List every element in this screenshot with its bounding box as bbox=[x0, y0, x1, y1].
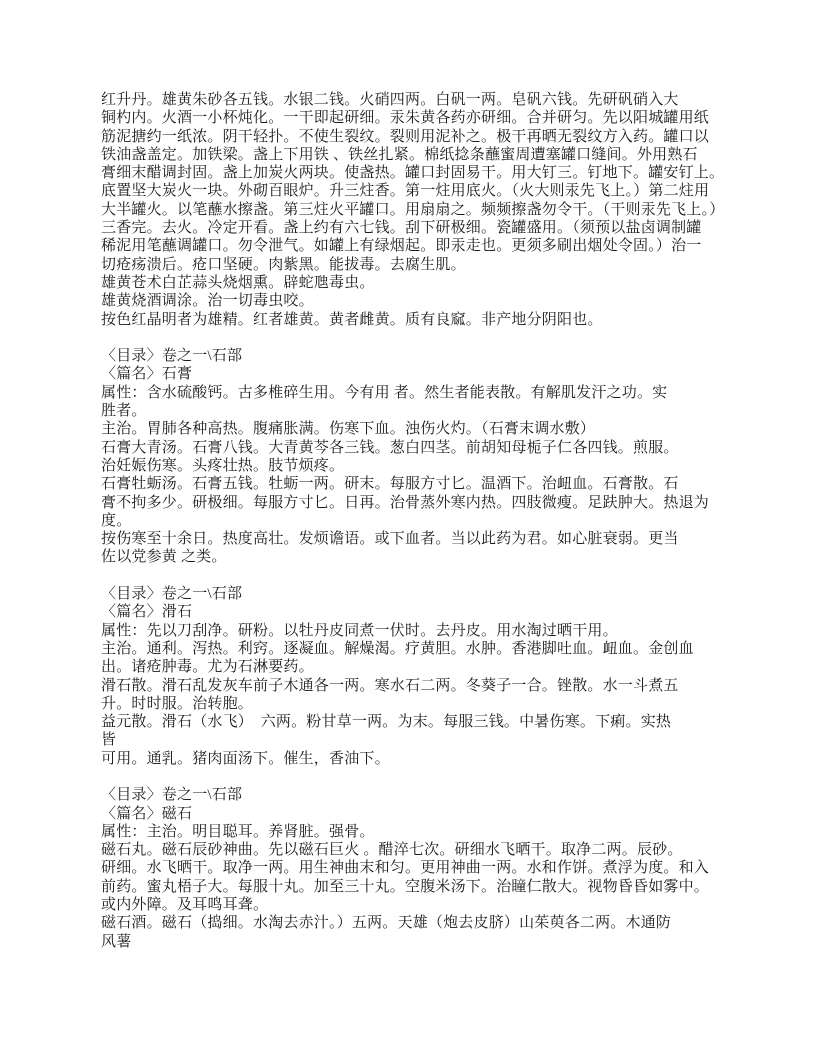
text-line: 属性：先以刀刮净。研粉。以牡丹皮同煮一伏时。去丹皮。用水淘过晒干用。 bbox=[101, 622, 618, 639]
text-line: 底置坚大炭火一块。外砌百眼炉。升三炷香。第一炷用底火。（火大则汞先飞上。）第二炷用 bbox=[101, 183, 710, 200]
text-line: 膏细末醋调封固。盏上加炭火两块。使盏热。罐口封固易干。用大钉三。钉地下。罐安钉上。 bbox=[101, 165, 725, 182]
text-line: 〈篇名〉石膏 bbox=[101, 366, 193, 383]
text-line: 铁油盏盖定。加铁梁。盏上下用铁 、铁丝扎紧。棉纸捻条蘸蜜周遭塞罐口缝间。外用熟石 bbox=[101, 146, 698, 163]
text-line: 膏不拘多少。研极细。每服方寸匕。日再。治骨蒸外寒内热。四肢微瘦。足趺肿大。热退为 bbox=[101, 494, 710, 511]
text-line: 按色红晶明者为雄精。红者雄黄。黄者雌黄。质有良窳。非产地分阴阳也。 bbox=[101, 311, 603, 328]
text-line: 〈目录〉卷之一\石部 bbox=[101, 787, 243, 804]
text-line: 出。诸疮肿毒。尤为石淋要药。 bbox=[101, 659, 314, 676]
text-line: 前药。蜜丸梧子大。每服十丸。加至三十丸。空腹米汤下。治瞳仁散大。视物昏昏如雾中。 bbox=[101, 878, 710, 895]
text-line: 〈目录〉卷之一\石部 bbox=[101, 586, 243, 603]
text-line: 佐以党参黄 之类。 bbox=[101, 549, 227, 566]
text-line: 稀泥用笔蘸调罐口。勿令泄气。如罐上有绿烟起。即汞走也。更须多刷出烟处令固。）治一 bbox=[101, 238, 702, 255]
text-line: 〈目录〉卷之一\石部 bbox=[101, 348, 243, 365]
text-line: 〈篇名〉磁石 bbox=[101, 805, 193, 822]
text-line: 升。时时服。治转胞。 bbox=[101, 695, 254, 712]
text-line: 属性：含水硫酸钙。古多椎碎生用。今有用 者。然生者能表散。有解肌发汗之功。实 bbox=[101, 384, 668, 401]
text-line: 筋泥搪约一纸浓。阴干轻扑。不使生裂纹。裂则用泥补之。极干再晒无裂纹方入药。罐口以 bbox=[101, 128, 710, 145]
text-line: 石膏牡蛎汤。石膏五钱。牡蛎一两。研末。每服方寸匕。温酒下。治衄血。石膏散。石 bbox=[101, 476, 679, 493]
text-line: 可用。通乳。猪肉面汤下。催生，香油下。 bbox=[101, 750, 390, 767]
text-line: 治妊娠伤寒。头疼壮热。肢节烦疼。 bbox=[101, 457, 345, 474]
text-line: 滑石散。滑石乱发灰车前子木通各一两。寒水石二两。冬葵子一合。锉散。水一斗煮五 bbox=[101, 677, 679, 694]
text-line: 红升丹。雄黄朱砂各五钱。水银二钱。火硝四两。白矾一两。皂矾六钱。先研矾硝入大 bbox=[101, 92, 679, 108]
text-line: 属性：主治。明目聪耳。养肾脏。强骨。 bbox=[101, 823, 375, 840]
text-line: 主治。胃肺各种高热。腹痛胀满。伤寒下血。浊伤火灼。（石膏末调水敷） bbox=[101, 421, 596, 438]
text-line: 磁石丸。磁石辰砂神曲。先以磁石巨火 。醋淬七次。研细水飞晒干。取净二两。辰砂。 bbox=[101, 842, 683, 859]
section-huashi bbox=[101, 585, 791, 768]
text-line: 按伤寒至十余日。热度高壮。发烦谵语。或下血者。当以此药为君。如心脏衰弱。更当 bbox=[101, 531, 679, 548]
text-line: 雄黄烧酒调涂。治一切毒虫咬。 bbox=[101, 293, 314, 310]
text-line: 胜者。 bbox=[101, 403, 147, 420]
text-line: 益元散。滑石（水飞） 六两。粉甘草一两。为末。每服三钱。中暑伤寒。下痢。实热 bbox=[101, 714, 672, 731]
text-line: 铜杓内。火酒一小杯炖化。一干即起研细。汞朱黄各药亦研细。合并研匀。先以阳城罐用纸 bbox=[101, 110, 710, 127]
section-shigao bbox=[101, 347, 791, 567]
text-line: 切疮疡溃后。疮口坚硬。肉紫黑。能拔毒。去腐生肌。 bbox=[101, 256, 466, 273]
text-line: 磁石酒。磁石（捣细。水淘去赤汁。）五两。天雄（炮去皮脐）山茱萸各二两。木通防 bbox=[101, 915, 672, 932]
text-line: 石膏大青汤。石膏八钱。大青黄芩各三钱。葱白四茎。前胡知母栀子仁各四钱。煎服。 bbox=[101, 439, 679, 456]
text-line: 皆 bbox=[101, 732, 117, 749]
text-line: 度。 bbox=[101, 512, 132, 529]
text-line: 或内外障。及耳鸣耳聋。 bbox=[101, 897, 269, 914]
text-line: 雄黄苍术白芷蒜头烧烟熏。辟蛇虺毒虫。 bbox=[101, 274, 375, 291]
text-line: 三香完。去火。冷定开看。盏上约有六七钱。刮下研极细。瓷罐盛用。（须预以盐卤调制罐 bbox=[101, 220, 702, 237]
text-block bbox=[101, 91, 791, 951]
text-line: 研细。水飞晒干。取净一两。用生神曲末和匀。更用神曲一两。水和作饼。煮浮为度。和入 bbox=[101, 860, 710, 877]
section-cishi bbox=[101, 786, 791, 951]
text-line: 主治。通利。泻热。利窍。逐凝血。解燥渴。疗黄胆。水肿。香港脚吐血。衄血。金创血 bbox=[101, 640, 694, 657]
text-line: 〈篇名〉滑石 bbox=[101, 604, 193, 621]
text-line: 大半罐火。以笔蘸水擦盏。第三炷火平罐口。用扇扇之。频频擦盏勿令干。（干则汞先飞上。） bbox=[101, 201, 725, 218]
section-previous-entry-continued bbox=[101, 91, 791, 329]
text-line: 风薯 bbox=[101, 933, 132, 950]
